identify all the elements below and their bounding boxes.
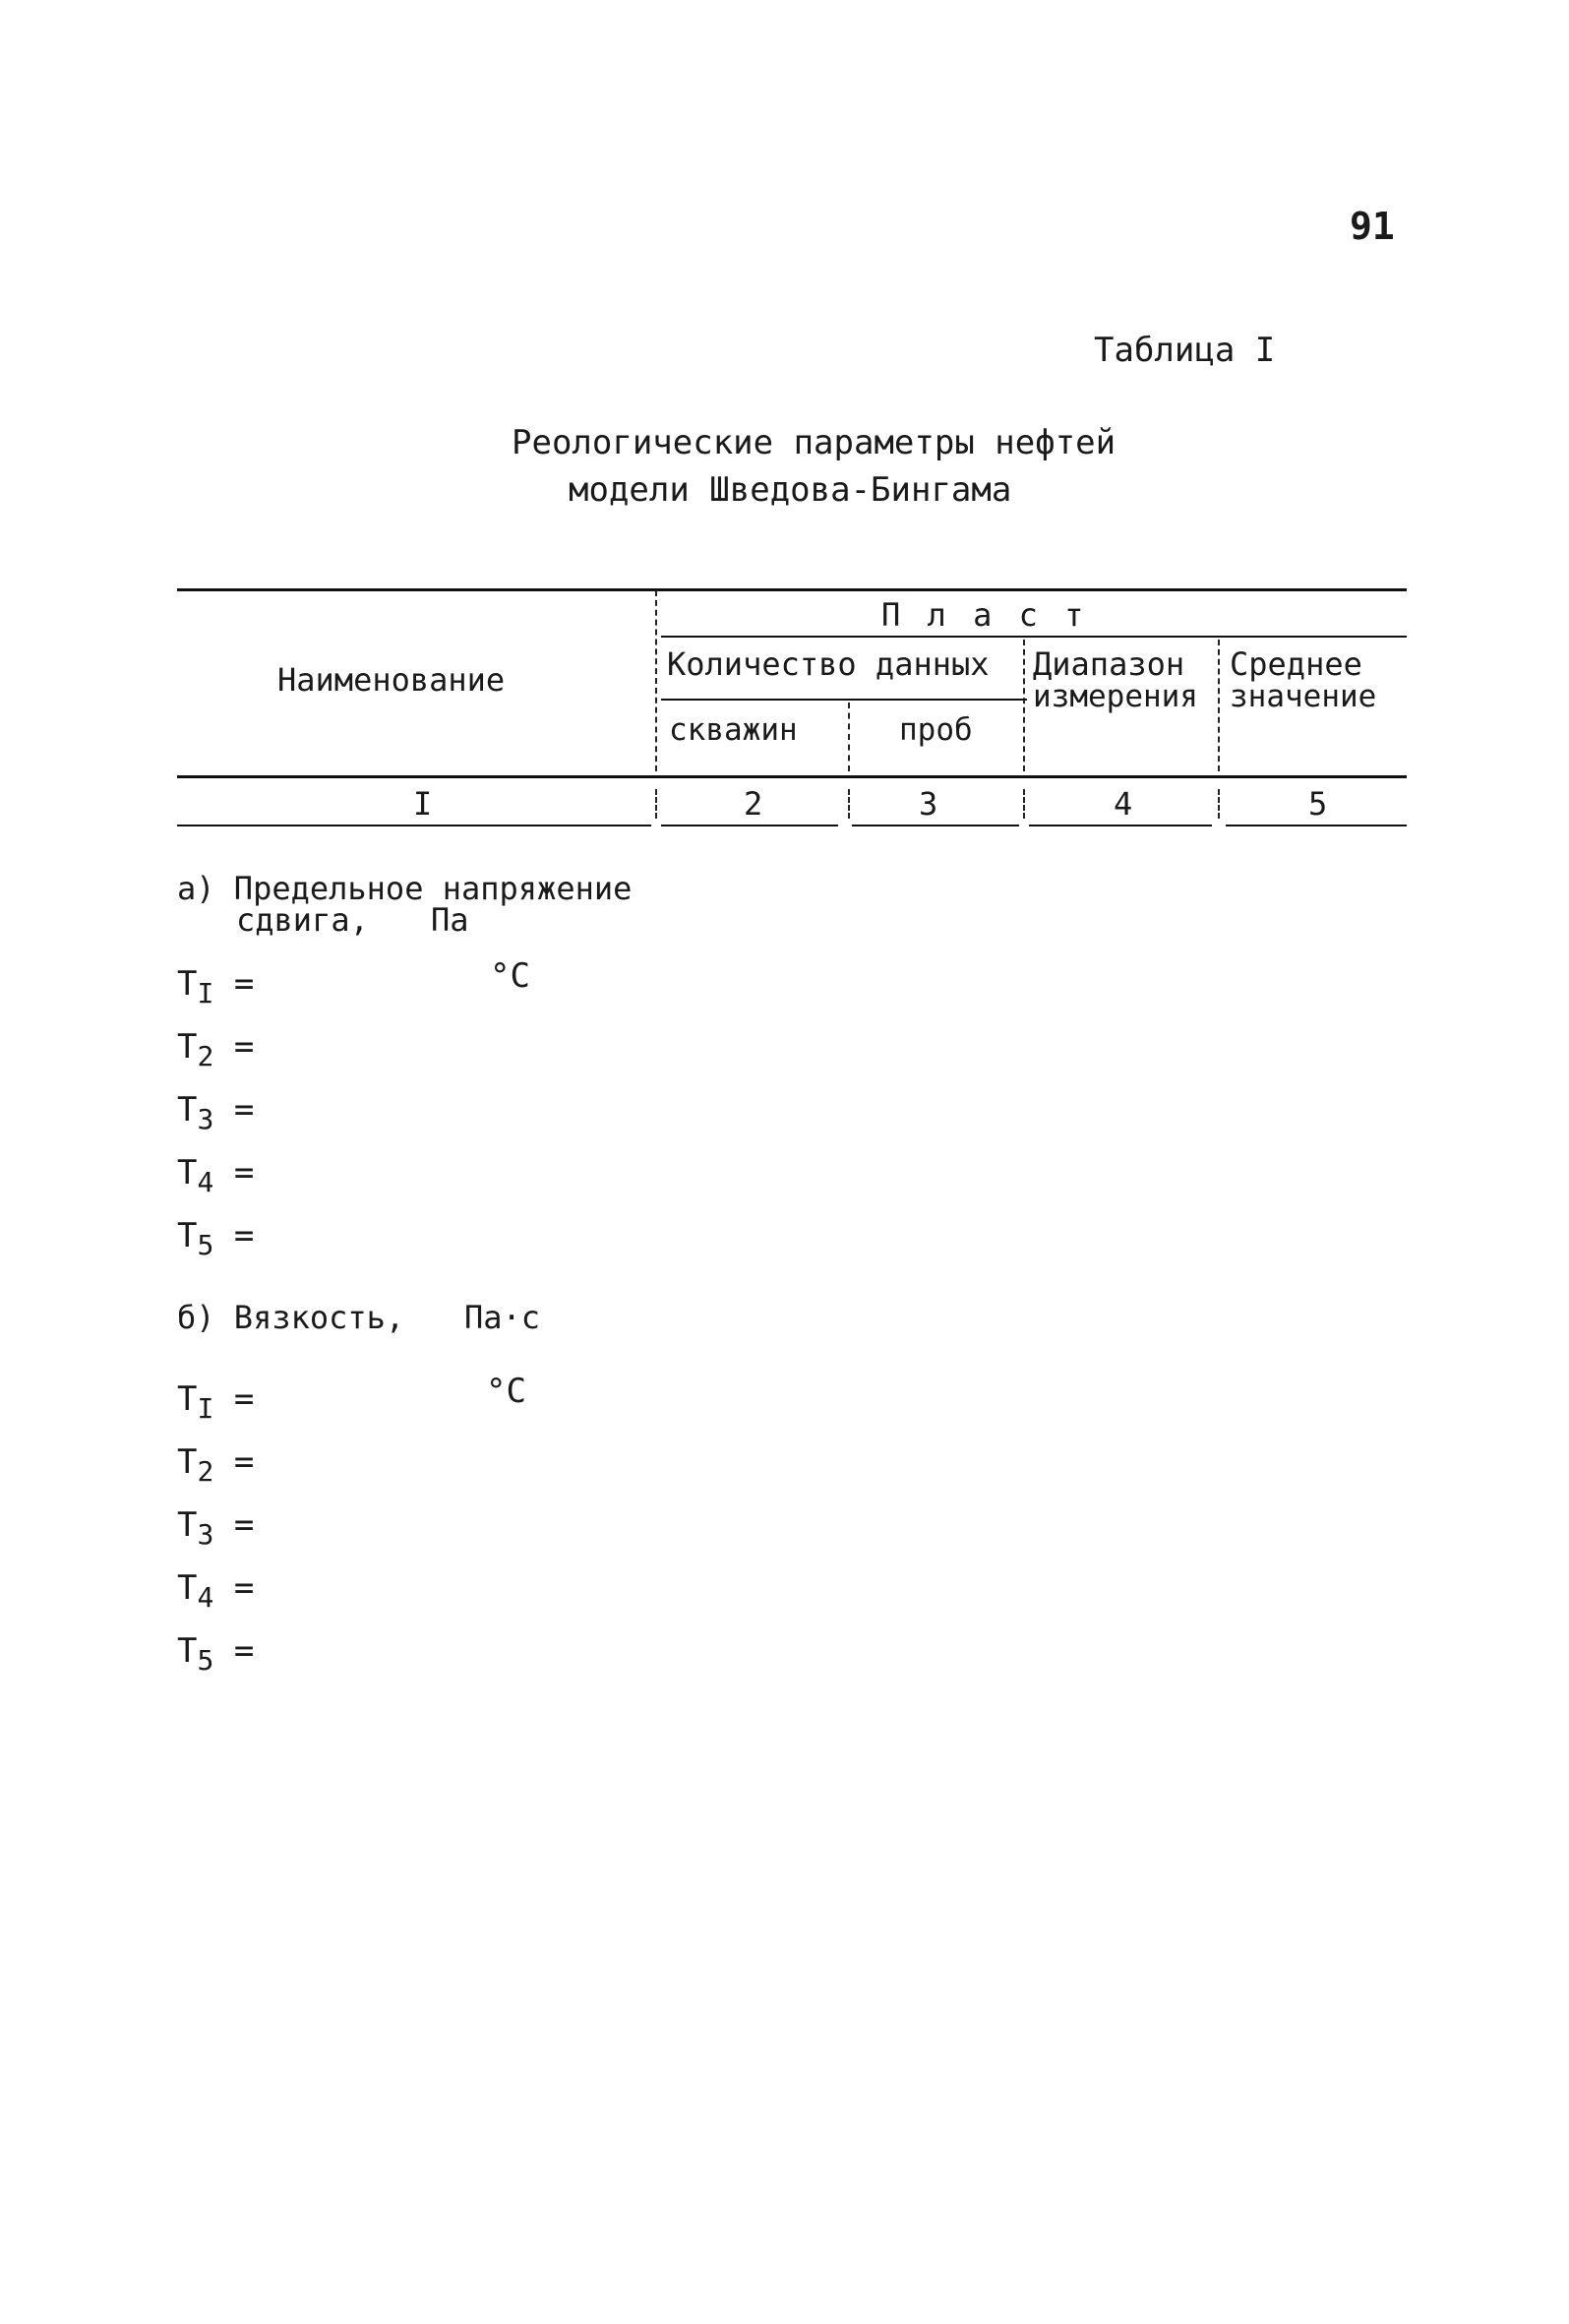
col-sep-1 xyxy=(655,590,657,771)
header-samples: проб xyxy=(899,712,973,748)
section-a-t3: $T_3$ = xyxy=(177,1090,255,1135)
column-number-3: 3 xyxy=(919,785,938,823)
section-b-unit: Па·с xyxy=(464,1299,541,1336)
numbers-underline-2 xyxy=(661,825,838,826)
section-a-t2: $T_2$ = xyxy=(177,1027,255,1072)
header-wells: скважин xyxy=(669,712,798,748)
num-sep-4 xyxy=(1218,789,1220,819)
section-a-t1: $T_I$ = xyxy=(177,964,255,1009)
section-b-temp-unit: °C xyxy=(486,1372,526,1411)
section-a-t4: $T_4$ = xyxy=(177,1153,255,1198)
col-sep-3 xyxy=(1023,640,1025,771)
column-number-1: I xyxy=(413,785,433,823)
section-b-t5: $T_5$ = xyxy=(177,1631,255,1677)
num-sep-2 xyxy=(848,789,850,819)
plast-underline xyxy=(661,636,1407,638)
numbers-underline-4 xyxy=(1029,825,1212,826)
table-top-rule xyxy=(177,588,1407,591)
col-sep-4 xyxy=(1218,640,1220,771)
table-title-line-1: Реологические параметры нефтей xyxy=(512,423,1116,462)
section-a-t5: $T_5$ = xyxy=(177,1216,255,1261)
num-sep-3 xyxy=(1023,789,1025,819)
numbers-underline-5 xyxy=(1226,825,1407,826)
column-number-2: 2 xyxy=(744,785,763,823)
qty-underline xyxy=(661,699,1027,701)
page-number: 91 xyxy=(1350,205,1395,248)
table-label: Таблица I xyxy=(1094,331,1276,370)
header-mean-2: значение xyxy=(1230,679,1377,714)
col-sep-2 xyxy=(848,703,850,771)
header-range-1: Диапазон xyxy=(1033,645,1185,683)
section-b-t1: $T_I$ = xyxy=(177,1379,255,1425)
header-name: Наименование xyxy=(277,661,506,699)
numbers-underline-1 xyxy=(177,825,651,826)
header-bottom-rule xyxy=(177,775,1407,778)
section-b-title: б) Вязкость, xyxy=(177,1299,405,1336)
header-qty-data: Количество данных xyxy=(667,645,990,683)
column-number-4: 4 xyxy=(1114,785,1133,823)
section-b-t3: $T_3$ = xyxy=(177,1505,255,1551)
header-mean-1: Среднее xyxy=(1230,645,1362,683)
num-sep-1 xyxy=(655,789,657,819)
numbers-underline-3 xyxy=(852,825,1019,826)
section-a-temp-unit: °C xyxy=(490,956,530,996)
section-a-unit: Па xyxy=(431,901,469,939)
header-range-2: измерения xyxy=(1033,679,1198,714)
table-title-line-2: модели Шведова-Бингама xyxy=(569,470,1012,510)
section-b-t4: $T_4$ = xyxy=(177,1568,255,1614)
header-plast: П л а с т xyxy=(881,596,1088,634)
column-number-5: 5 xyxy=(1308,785,1328,823)
section-a-title-line-2: сдвига, xyxy=(236,901,369,939)
section-b-t2: $T_2$ = xyxy=(177,1442,255,1488)
section-a-title-line-1: а) Предельное напряжение xyxy=(177,870,633,907)
